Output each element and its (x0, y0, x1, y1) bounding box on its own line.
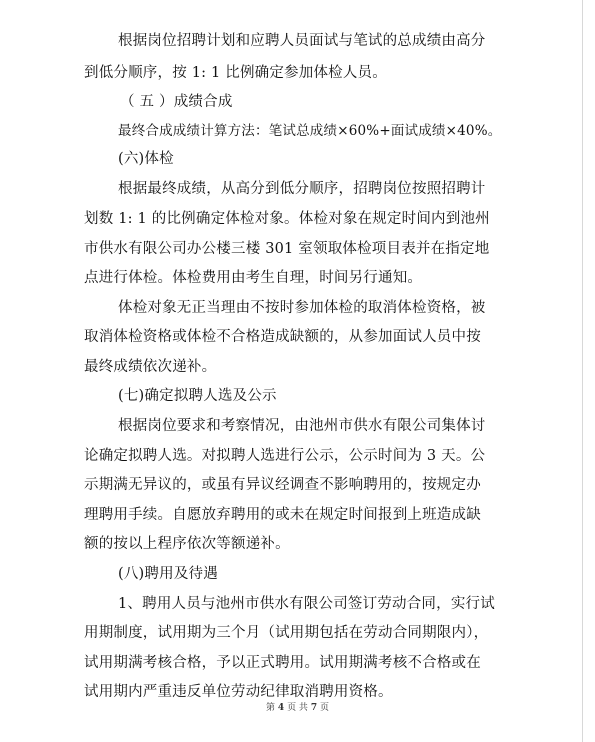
page-number: 4 (277, 703, 285, 713)
text-line: 示期满无异议的，或虽有异议经调查不影响聘用的，按规定办 (84, 477, 481, 493)
text-line: 取消体检资格或体检不合格造成缺额的，从参加面试人员中按 (84, 329, 481, 345)
text-line: 论确定拟聘人选。对拟聘人选进行公示，公示时间为 3 天。公 (84, 448, 486, 464)
section-heading: (八)聘用及待遇 (118, 566, 218, 582)
text-line: 最终合成成绩计算方法：笔试总成绩×60%+面试成绩×40%。 (118, 123, 502, 139)
text-line: 根据岗位要求和考察情况，由池州市供水有限公司集体讨 (118, 418, 486, 434)
text-line: 试用期内严重违反单位劳动纪律取消聘用资格。 (84, 684, 393, 700)
text-line: 1、聘用人员与池州市供水有限公司签订劳动合同，实行试 (118, 596, 495, 612)
page-total: 7 (310, 703, 318, 713)
text-line: 到低分顺序，按 1: 1 比例确定参加体检人员。 (84, 65, 387, 81)
text-line: 体检对象无正当理由不按时参加体检的取消体检资格，被 (118, 300, 486, 316)
text-line: 根据岗位招聘计划和应聘人员面试与笔试的总成绩由高分 (118, 33, 486, 49)
text-line: 点进行体检。体检费用由考生自理，时间另行通知。 (84, 270, 423, 286)
footer-prefix: 第 (266, 703, 276, 713)
text-line: 用期制度，试用期为三个月（试用期包括在劳动合同期限内）， (84, 625, 489, 641)
section-heading: (六)体检 (118, 151, 174, 167)
page-footer (0, 702, 595, 714)
text-line: 划数 1: 1 的比例确定体检对象。体检对象在规定时间内到池州 (84, 211, 490, 227)
text-line: 根据最终成绩，从高分到低分顺序，招聘岗位按照招聘计 (118, 181, 486, 197)
footer-middle: 页 共 (287, 703, 308, 713)
text-line: 市供水有限公司办公楼三楼 301 室领取体检项目表并在指定地 (84, 241, 490, 257)
text-line: 额的按以上程序依次等额递补。 (84, 536, 290, 552)
text-line: 最终成绩依次递补。 (84, 359, 217, 375)
section-heading: （ 五 ）成绩合成 (120, 94, 233, 110)
section-heading: (七)确定拟聘人选及公示 (118, 388, 277, 404)
text-line: 理聘用手续。自愿放弃聘用的或未在规定时间报到上班造成缺 (84, 507, 481, 523)
footer-suffix: 页 (319, 703, 329, 713)
text-line: 试用期满考核合格，予以正式聘用。试用期满考核不合格或在 (84, 655, 481, 671)
